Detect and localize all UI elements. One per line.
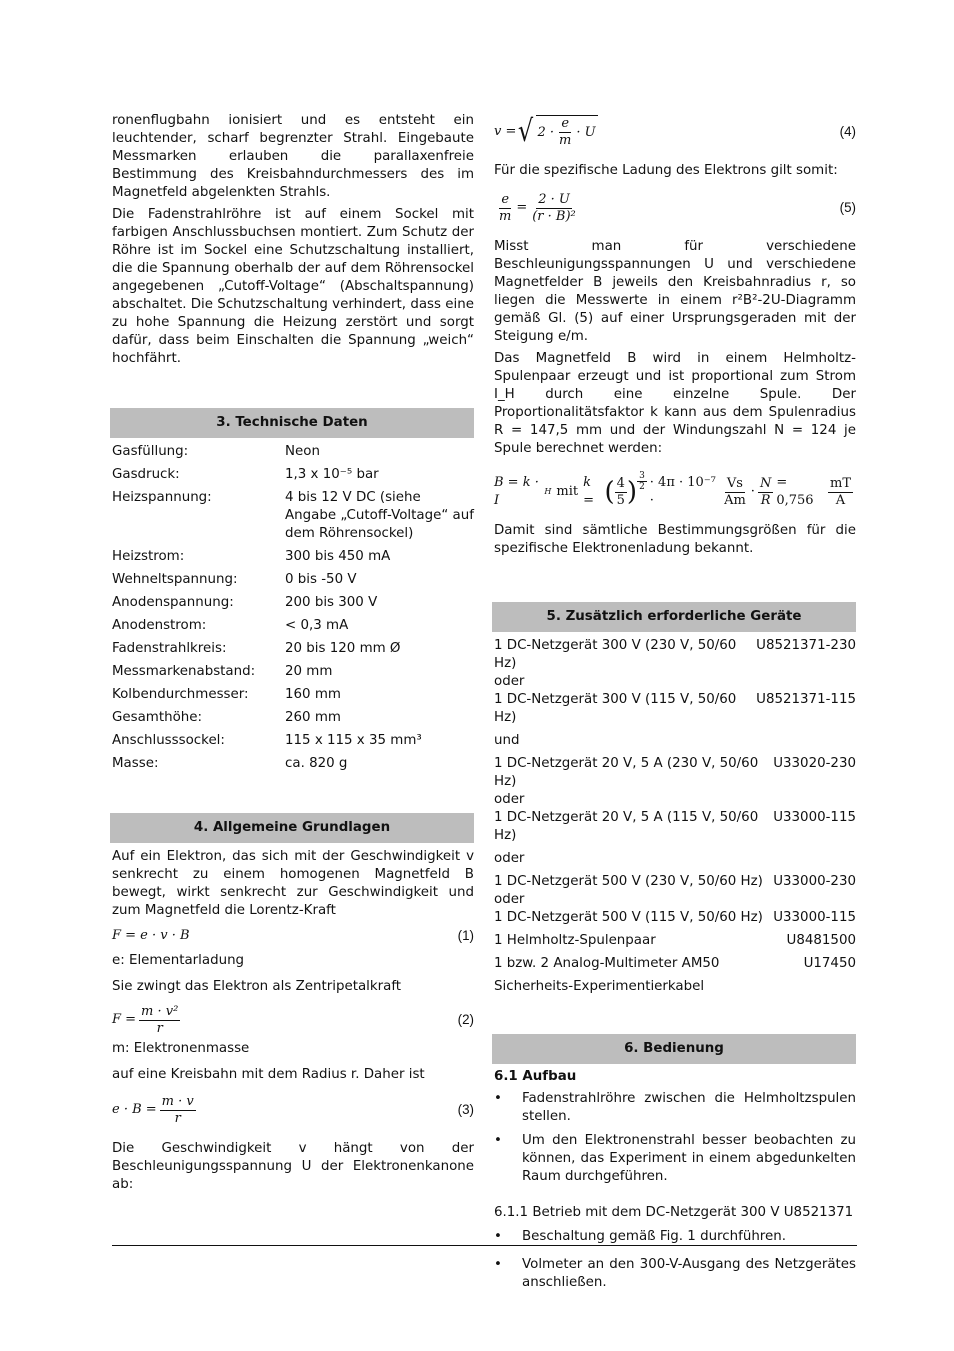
tech-row: [112, 594, 474, 612]
tech-table: [112, 443, 474, 773]
equipment-name: oder: [494, 792, 525, 807]
tech-key: Gesamthöhe:: [112, 710, 203, 725]
intro-paragraph-1: ronenflugbahn ionisiert und es entsteht ein leuchtender, scharf begrenzter Strahl. Eingebaute Messmarken erlauben die parallaxenfreie Bestimmung des Kreisbahndurchmessers des im Magnetfeld abgelenkten Strahls.: [112, 113, 474, 200]
equation-4-radicand: [536, 115, 598, 149]
equation-5-number: (5): [839, 200, 856, 215]
equipment-row: [494, 955, 856, 973]
equation-b-unit-1: [722, 476, 748, 509]
equipment-code: U17450: [803, 956, 856, 971]
equation-5-lhs-numerator: e: [501, 191, 510, 207]
tech-key: Gasdruck:: [112, 467, 180, 482]
list-item: [494, 1228, 856, 1246]
tech-key: Heizstrom:: [112, 549, 185, 564]
equation-b-r: R: [760, 492, 771, 508]
equation-b-middle: · 4π · 10⁻⁷ ·: [649, 475, 716, 508]
equipment-row: [494, 755, 856, 791]
tech-row: [112, 686, 474, 704]
tech-key: Anodenspannung:: [112, 595, 234, 610]
tech-key: Fadenstrahlkreis:: [112, 641, 227, 656]
equation-3-numerator: m · v: [161, 1093, 194, 1109]
equation-5-denominator: (r · B)²: [532, 208, 576, 224]
equation-b-n: N: [759, 475, 772, 491]
equipment-name: 1 bzw. 2 Analog-Multimeter AM50: [494, 956, 720, 971]
equation-b-dot: ·: [750, 484, 755, 499]
kreisbahn-paragraph: auf eine Kreisbahn mit dem Radius r. Daher ist: [112, 1067, 425, 1082]
tech-value: 160 mm: [285, 687, 341, 702]
equation-4-formula: [494, 115, 598, 149]
section-4-heading: 4. Allgemeine Grundlagen: [110, 813, 474, 843]
bullet-icon: •: [494, 1229, 502, 1244]
tech-row: [112, 466, 474, 484]
tech-row: [112, 571, 474, 589]
equation-b-unit-3-num: mT: [830, 475, 851, 491]
equation-5: [494, 184, 856, 232]
equation-3-fraction: [160, 1094, 196, 1127]
bullet-icon: •: [494, 1257, 502, 1272]
equipment-name: 1 DC-Netzgerät 500 V (115 V, 50/60 Hz): [494, 910, 763, 925]
equation-3-lhs: e · B =: [112, 1102, 157, 1117]
equipment-name: Sicherheits-Experimentierkabel: [494, 979, 705, 994]
tech-key: Anschlusssockel:: [112, 733, 225, 748]
bullet-icon: •: [494, 1133, 502, 1148]
mass-definition: m: Elektronenmasse: [112, 1041, 250, 1056]
tech-row: [112, 640, 474, 658]
equipment-row: [494, 932, 856, 950]
equipment-row: [494, 909, 856, 927]
tech-row: [112, 617, 474, 635]
equipment-code: U33020-230: [773, 756, 856, 771]
helmholtz-paragraph: Das Magnetfeld B wird in einem Helmholtz-Spulenpaar erzeugt und ist proportional zum Strom I_H durch eine einzelne Spule. Der Proportionalitätsfaktor k kann aus dem Spulenradius R = 147,5 mm und der Windungszahl N = 124 je Spule berechnet werden:: [494, 351, 856, 456]
tech-key: Gasfüllung:: [112, 444, 189, 459]
zentripetal-paragraph: Sie zwingt das Elektron als Zentripetalkraft: [112, 979, 402, 994]
tech-row: [112, 443, 474, 461]
equation-3-number: (3): [457, 1102, 474, 1117]
equipment-name: oder: [494, 851, 525, 866]
equation-b-value: = 0,756: [776, 475, 814, 508]
damit-paragraph: Damit sind sämtliche Bestimmungsgrößen für die spezifische Elektronenladung bekannt.: [494, 523, 856, 556]
tech-value: Neon: [285, 444, 320, 459]
elementary-charge-definition: e: Elementarladung: [112, 953, 245, 968]
equation-b-four: 4: [616, 475, 625, 491]
equation-b-unit-1-den: Am: [724, 492, 746, 508]
tech-key: Wehneltspannung:: [112, 572, 238, 587]
section-6-heading: 6. Bedienung: [492, 1034, 856, 1064]
sqrt-sign: [516, 115, 597, 149]
equation-5-lhs-fraction: [497, 192, 513, 225]
list-item-text: Beschaltung gemäß Fig. 1 durchführen.: [522, 1229, 786, 1244]
equipment-row: [494, 691, 856, 727]
equation-b-unit-3-den: A: [835, 492, 846, 508]
setup-list: [494, 1090, 856, 1186]
list-item-text: Volmeter an den 300-V-Ausgang des Netzgerätes anschließen.: [522, 1257, 856, 1290]
equipment-row: [494, 978, 856, 996]
equation-5-equals: =: [516, 200, 528, 215]
tech-value: 0 bis -50 V: [285, 572, 357, 587]
equation-4-fraction: [557, 116, 573, 149]
equipment-name: 1 DC-Netzgerät 500 V (230 V, 50/60 Hz): [494, 874, 763, 889]
section-5-heading: 5. Zusätzlich erforderliche Geräte: [492, 602, 856, 632]
equipment-row: [494, 637, 856, 673]
geschwindigkeit-paragraph: Die Geschwindigkeit v hängt von der Beschleunigungsspannung U der Elektronenkanone ab:: [112, 1141, 474, 1192]
equation-b-k: k =: [583, 475, 595, 508]
equation-5-lhs-denominator: m: [499, 208, 512, 224]
equation-b-exponent-den: 2: [639, 481, 645, 492]
tech-key: Kolbendurchmesser:: [112, 687, 249, 702]
list-item-text: Um den Elektronenstrahl besser beobachten zu können, das Experiment in einem abgedunkelten Raum durchgeführen.: [522, 1133, 856, 1184]
tech-row: [112, 755, 474, 773]
equation-b-four-fifths: [615, 476, 627, 509]
equipment-code: U33000-115: [773, 910, 856, 925]
equation-b-nr: [758, 476, 773, 509]
tech-key: Anodenstrom:: [112, 618, 207, 633]
equation-b-formula: B = k · I H mit k = ( $\frac{4}{5}$ ) $\frac{3}{2}$ · 4π · 10⁻⁷ · $\frac{Vs}{Am}$ · $\frac{N}{R}$ = 0,756 $\frac{mT}{A}$: [494, 470, 851, 508]
radical-icon: √: [518, 114, 534, 149]
equipment-row: [494, 809, 856, 845]
equation-4-denominator: m: [559, 133, 572, 148]
equation-4-number: (4): [839, 124, 856, 139]
equation-4-tail: · U: [576, 124, 596, 140]
equipment-list: [494, 637, 856, 996]
equation-2-formula: [112, 1004, 183, 1037]
equation-4-factor: 2 ·: [537, 124, 555, 140]
equation-b-five: 5: [616, 492, 625, 508]
bullet-icon: •: [494, 1091, 502, 1106]
equation-b-exponent-num: 3: [639, 470, 645, 481]
equipment-code: U8521371-115: [756, 692, 856, 707]
tech-row: [112, 548, 474, 566]
equipment-name: oder: [494, 892, 525, 907]
section-3-heading: 3. Technische Daten: [110, 408, 474, 438]
tech-row: [112, 709, 474, 727]
equation-1-number: (1): [457, 928, 474, 943]
equation-5-numerator: 2 · U: [538, 191, 570, 207]
paren-close-icon: ): [626, 477, 638, 507]
subsection-6-1-1-heading: 6.1.1 Betrieb mit dem DC-Netzgerät 300 V U8521371: [494, 1205, 854, 1220]
equipment-row: [494, 850, 856, 868]
equation-3: [112, 1088, 474, 1132]
tech-value: 20 mm: [285, 664, 333, 679]
equipment-name: 1 DC-Netzgerät 20 V, 5 A (230 V, 50/60 Hz): [494, 756, 759, 789]
equipment-name: 1 DC-Netzgerät 300 V (115 V, 50/60 Hz): [494, 692, 737, 725]
paren-open-icon: (: [604, 477, 615, 507]
equipment-code: U8521371-230: [756, 638, 856, 653]
equipment-name: 1 DC-Netzgerät 20 V, 5 A (115 V, 50/60 Hz): [494, 810, 759, 843]
equipment-name: 1 Helmholtz-Spulenpaar: [494, 933, 656, 948]
tech-value: < 0,3 mA: [285, 618, 349, 633]
equation-5-fraction: [530, 192, 578, 225]
tech-value: 1,3 x 10⁻⁵ bar: [285, 467, 379, 482]
list-item: [494, 1256, 856, 1292]
footer-divider: [112, 1245, 857, 1246]
equation-5-formula: [494, 192, 581, 225]
equipment-name: und: [494, 733, 520, 748]
equation-2-denominator: r: [156, 1020, 163, 1036]
equipment-row: [494, 791, 856, 809]
tech-row: [112, 663, 474, 681]
equation-b-unit-1-num: Vs: [726, 475, 743, 491]
tech-value: 200 bis 300 V: [285, 595, 378, 610]
equation-3-denominator: r: [174, 1110, 181, 1126]
tech-value: ca. 820 g: [285, 756, 348, 771]
list-item: [494, 1090, 856, 1126]
equipment-code: U33000-115: [773, 810, 856, 825]
equation-4-numerator: e: [561, 116, 570, 131]
misst-paragraph: Misst man für verschiedene Beschleunigungsspannungen U und verschiedene Magnetfelder B jeweils den Kreisbahnradius r, so liegen die Messwerte in einem r²B²-2U-Diagramm gemäß Gl. (5) auf einer Ursprungsgeraden mit der Steigung e/m.: [494, 239, 856, 344]
equipment-code: U33000-230: [773, 874, 856, 889]
equation-2-number: (2): [457, 1012, 474, 1027]
list-item-text: Fadenstrahlröhre zwischen die Helmholtzspulen stellen.: [522, 1091, 856, 1124]
tech-row: [112, 732, 474, 750]
equation-2-numerator: m · v²: [141, 1003, 179, 1019]
tech-key: Heizspannung:: [112, 490, 212, 505]
equation-b-exponent: [637, 471, 647, 492]
operation-list: [494, 1228, 856, 1292]
list-item: [494, 1132, 856, 1186]
tech-key: Messmarkenabstand:: [112, 664, 256, 679]
lorentz-paragraph: Auf ein Elektron, das sich mit der Geschwindigkeit v senkrecht zu einem homogenen Magnetfeld B bewegt, wirkt senkrecht zur Geschwindigkeit und zum Magnetfeld die Lorentz-Kraft: [112, 849, 474, 918]
equation-4-lhs: v =: [494, 124, 517, 139]
equipment-name: 1 DC-Netzgerät 300 V (230 V, 50/60 Hz): [494, 638, 737, 671]
equation-2-fraction: [139, 1004, 180, 1037]
equation-b-unit-3: [828, 476, 853, 509]
tech-key: Masse:: [112, 756, 159, 771]
equation-2-lhs: F =: [112, 1012, 137, 1027]
equation-b: [494, 462, 856, 522]
equipment-name: oder: [494, 674, 525, 689]
equipment-code: U8481500: [786, 933, 856, 948]
equation-1-formula: F = e · v · B: [112, 928, 190, 943]
equipment-row: [494, 732, 856, 750]
tech-value: 300 bis 450 mA: [285, 549, 391, 564]
equation-3-formula: [112, 1094, 199, 1127]
equation-b-lhs: B = k · I: [494, 475, 539, 508]
equation-b-mit: mit: [556, 484, 579, 499]
left-column: [112, 112, 474, 1198]
intro-paragraph-2: Die Fadenstrahlröhre ist auf einem Sockel mit farbigen Anschlussbuchsen montiert. Zum Schutz der Röhre ist im Sockel eine Schutzschaltung installiert, die die Spannung oberhalb der auf dem Röhrensockel angegebenen „Cutoff-Voltage“ (Abschaltspannung) abschaltet. Die Schutzschaltung verhindert, dass eine zu hohe Spannung die Heizung zerstört und sorgt dafür, dass beim Einschalten die Spannung „weich“ hochfährt.: [112, 207, 474, 366]
tech-value: 115 x 115 x 35 mm³: [285, 733, 422, 748]
equipment-row: [494, 673, 856, 691]
tech-value: 20 bis 120 mm Ø: [285, 641, 401, 656]
equation-1: [112, 924, 474, 948]
right-column: [494, 116, 856, 1298]
equipment-row: [494, 873, 856, 891]
equation-2: [112, 1000, 474, 1040]
subsection-6-1-heading: 6.1 Aufbau: [494, 1069, 577, 1084]
tech-row: [112, 489, 474, 543]
tech-value: 4 bis 12 V DC (siehe Angabe „Cutoff-Voltage“ auf dem Röhrensockel): [285, 490, 474, 541]
equipment-row: [494, 891, 856, 909]
tech-value: 260 mm: [285, 710, 341, 725]
spezifische-ladung-paragraph: Für die spezifische Ladung des Elektrons gilt somit:: [494, 163, 838, 178]
equation-4: [494, 110, 856, 154]
